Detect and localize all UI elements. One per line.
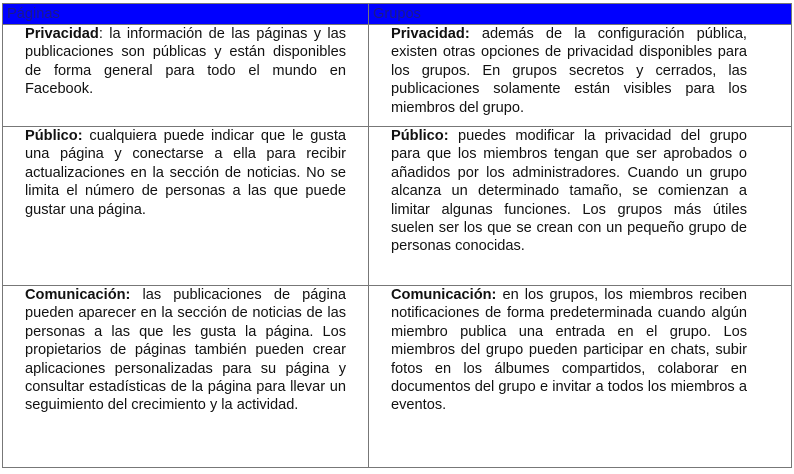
cell-text: las publicaciones de página pueden aparecer en la sección de noticias de las personas a las que les gusta la página. Los propietarios de páginas también pueden crear aplicaciones personalizadas para su página y consultar estadísticas de la página para llevar un seguimiento del crecimiento y la actividad. xyxy=(25,287,346,414)
header-grupos: Grupos xyxy=(369,4,792,25)
header-row xyxy=(3,4,792,25)
cell-text: en los grupos, los miembros reciben notificaciones de forma predeterminada cuando algún miembro publica una entrada en el grupo. Los miembros del grupo pueden participar en chats, subir fotos en los álbumes compartidos, colaborar en documentos del grupo e invitar a todos los miembros a eventos. xyxy=(391,287,747,414)
term-label: Comunicación: xyxy=(25,287,131,303)
cell-text: cualquiera puede indicar que le gusta una página y conectarse a ella para recibir actualizaciones en la sección de noticias. No se limita el número de personas a las que puede gustar una página. xyxy=(25,128,346,218)
table-row-comunicacion xyxy=(3,286,792,468)
term-label: Privacidad xyxy=(25,26,99,42)
term-label: Público: xyxy=(391,128,449,144)
cell-text: : la información de las páginas y las publicaciones son públicas y están disponibles de forma general para todo el mundo en Facebook. xyxy=(25,26,346,98)
cell-grupos-publico xyxy=(369,127,792,286)
term-label: Privacidad: xyxy=(391,26,470,42)
header-paginas: Páginas xyxy=(3,4,369,25)
comparison-table xyxy=(2,3,792,468)
cell-text: además de la configuración pública, existen otras opciones de privacidad disponibles para los grupos. En grupos secretos y cerrados, las publicaciones solamente están visibles para los miembros del grupo. xyxy=(391,26,747,116)
term-label: Público: xyxy=(25,128,83,144)
cell-paginas-privacidad xyxy=(3,25,369,127)
term-label: Comunicación: xyxy=(391,287,497,303)
cell-grupos-comunicacion xyxy=(369,286,792,468)
cell-grupos-privacidad xyxy=(369,25,792,127)
table-row-privacidad xyxy=(3,25,792,127)
cell-paginas-comunicacion xyxy=(3,286,369,468)
cell-text: puedes modificar la privacidad del grupo para que los miembros tengan que ser aprobados o añadidos por los administradores. Cuando un grupo alcanza un determinado tamaño, se comienzan a limitar algunas funciones. Los grupos más útiles suelen ser los que se crean con un pequeño grupo de personas conocidas. xyxy=(391,128,747,255)
cell-paginas-publico xyxy=(3,127,369,286)
table-row-publico xyxy=(3,127,792,286)
